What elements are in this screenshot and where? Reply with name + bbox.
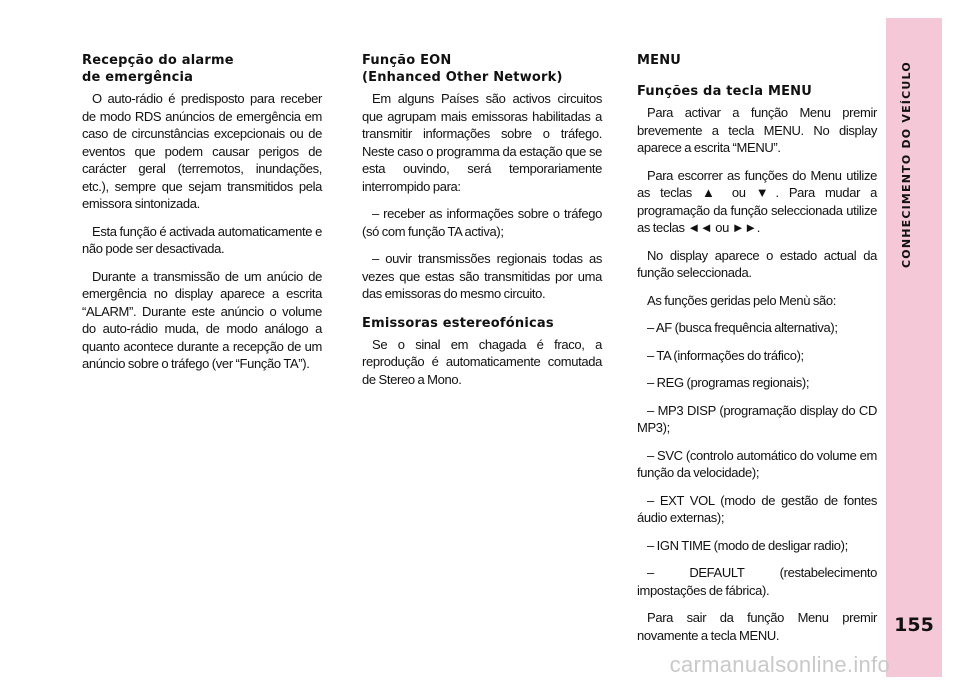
list-item: – REG (programas regionais);	[647, 375, 810, 390]
paragraph: Durante a transmissão de um anúcio de emergência no display aparece a escrita “ALARM”. Durante este anúncio o volume do auto-rádio muda, de modo análogo a quanto acontece durante a recepção de um anúncio sobre o tráfego (ver “Função TA”).	[82, 268, 322, 371]
column-eon	[362, 52, 602, 398]
list-item: – AF (busca frequência alternativa);	[647, 320, 838, 335]
heading-menu-key-functions: Funções da tecla MENU	[637, 84, 813, 99]
paragraph: Esta função é activada automaticamente e não pode ser desactivada.	[82, 223, 322, 256]
paragraph: – receber as informações sobre o tráfego (só com função TA activa);	[362, 206, 602, 239]
list-item: – IGN TIME (modo de desligar radio);	[647, 537, 848, 553]
column-emergency-alarm	[82, 52, 322, 383]
heading-eon: Função EON (Enhanced Other Network)	[362, 53, 563, 85]
paragraph: Para escorrer as funções do Menu utilize as teclas ▲ ou ▼. Para mudar a programação da função seleccionada utilize as teclas ◄◄ ou ►►.	[637, 167, 877, 235]
list-item: – MP3 DISP (programação display do CD MP3);	[637, 402, 877, 435]
heading-emergency-alarm: Recepção do alarme de emergência	[82, 53, 234, 85]
list-item: – TA (informações do tráfico);	[647, 347, 804, 363]
list-item: – EXT VOL (modo de gestão de fontes áudio externas);	[637, 492, 877, 525]
page-number: 155	[894, 614, 934, 636]
column-menu	[637, 52, 877, 654]
heading-stereo-stations: Emissoras estereofónicas	[362, 315, 554, 331]
paragraph: O auto-rádio é predisposto para receber de modo RDS anúncios de emergência em caso de circunstâncias excepcionais ou de eventos que podem causar perigos de carácter geral (terremotos, inundações, etc.), sempre que sejam transmitidos pela emissora sintonizada.	[82, 91, 322, 211]
paragraph: Para activar a função Menu premir brevemente a tecla MENU. No display aparece a escrita “MENU”.	[637, 105, 877, 155]
paragraph: No display aparece o estado actual da função seleccionada.	[637, 247, 877, 280]
list-item: – SVC (controlo automático do volume em função da velocidade);	[637, 447, 877, 480]
chapter-title: CONHECIMENTO DO VEÍCULO	[900, 61, 913, 269]
heading-menu: MENU	[637, 53, 682, 68]
paragraph: As funções geridas pelo Menù são:	[647, 292, 837, 308]
paragraph: Se o sinal em chagada é fraco, a reprodução é automaticamente comutada de Stereo a Mono.	[362, 336, 602, 387]
paragraph: Para sair da função Menu premir novamente a tecla MENU.	[637, 610, 877, 643]
paragraph: Em alguns Países são activos circuitos que agrupam mais emissoras habilitadas a transmitir informações sobre o tráfego. Neste caso o programma da estação que se esta ouvindo, será temporariamente interrompido para:	[362, 91, 602, 194]
paragraph: – ouvir transmissões regionais todas as vezes que estas são transmitidas por uma das emissoras do mesmo circuito.	[362, 251, 602, 301]
list-item: – DEFAULT (restabelecimento impostações de fábrica).	[637, 565, 877, 598]
watermark: carmanualsonline.info	[669, 652, 890, 677]
